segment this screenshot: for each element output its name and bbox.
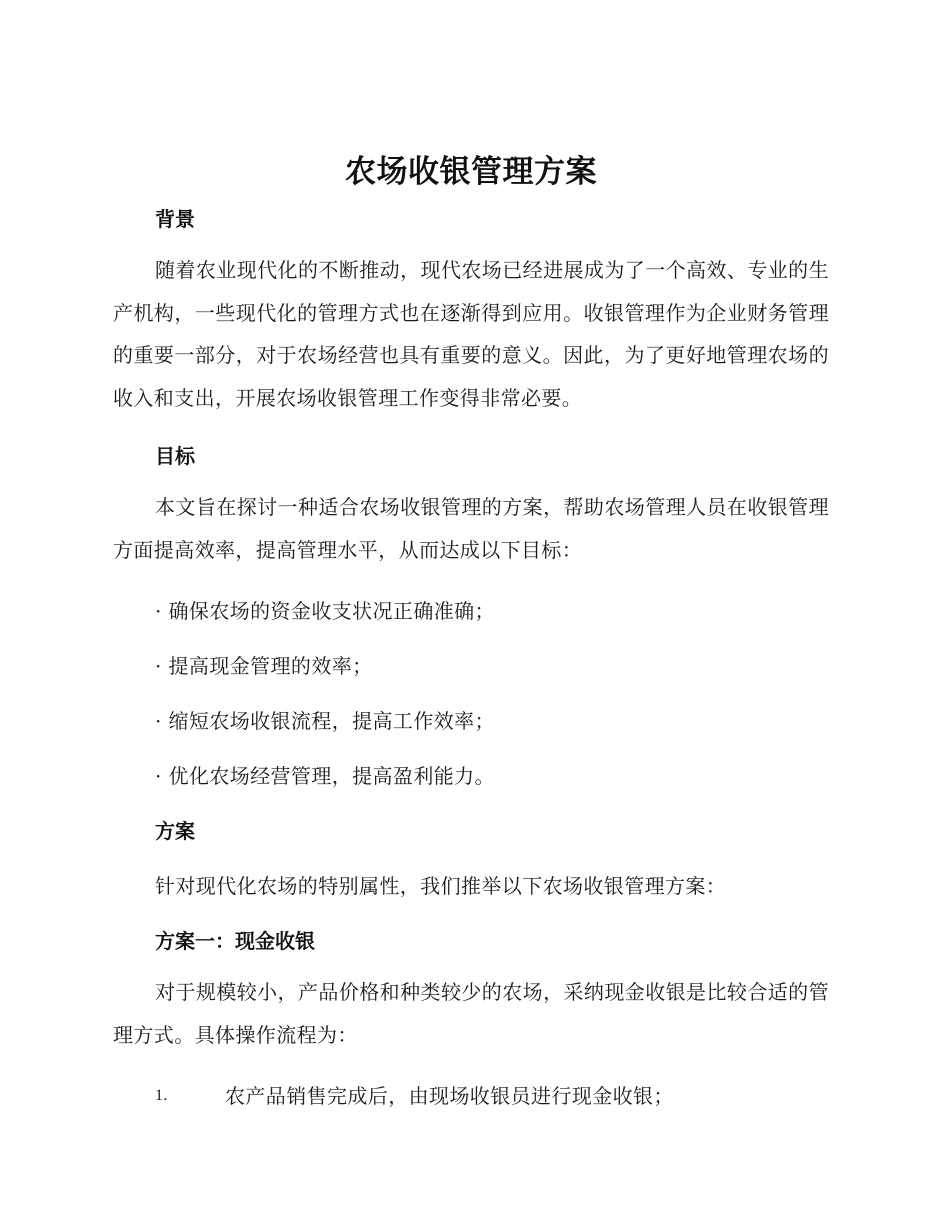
- bullet-item: · 提高现金管理的效率；: [155, 654, 373, 678]
- step-number: 1.: [155, 1087, 168, 1104]
- bullet-item: · 优化农场经营管理，提高盈利能力。: [155, 764, 495, 788]
- paragraph-option-1: 对于规模较小，产品价格和种类较少的农场，采纳现金收银是比较合适的管理方式。具体操作流程为：: [113, 980, 829, 1047]
- paragraph-background: 随着农业现代化的不断推动，现代农场已经进展成为了一个高效、专业的生产机构，一些现代化的管理方式也在逐渐得到应用。收银管理作为企业财务管理的重要一部分，对于农场经营也具有重要的意义。因此，为了更好地管理农场的收入和支出，开展农场收银管理工作变得非常必要。: [113, 258, 829, 410]
- document-body: [113, 150, 829, 1111]
- step-text: 农产品销售完成后，由现场收银员进行现金收银；: [225, 1084, 674, 1108]
- bullet-item: · 确保农场的资金收支状况正确准确；: [155, 599, 495, 623]
- numbered-step: [113, 1081, 829, 1111]
- heading-option-1: 方案一：现金收银: [155, 929, 315, 953]
- bullet-item: · 缩短农场收银流程，提高工作效率；: [155, 709, 495, 733]
- heading-background: 背景: [155, 207, 195, 231]
- paragraph-plan-intro: 针对现代化农场的特别属性，我们推举以下农场收银管理方案：: [155, 874, 727, 898]
- heading-plan: 方案: [155, 819, 195, 843]
- heading-goals: 目标: [155, 444, 195, 468]
- document-title: 农场收银管理方案: [345, 154, 597, 190]
- paragraph-goals: 本文旨在探讨一种适合农场收银管理的方案，帮助农场管理人员在收银管理方面提高效率，提高管理水平，从而达成以下目标：: [113, 495, 829, 562]
